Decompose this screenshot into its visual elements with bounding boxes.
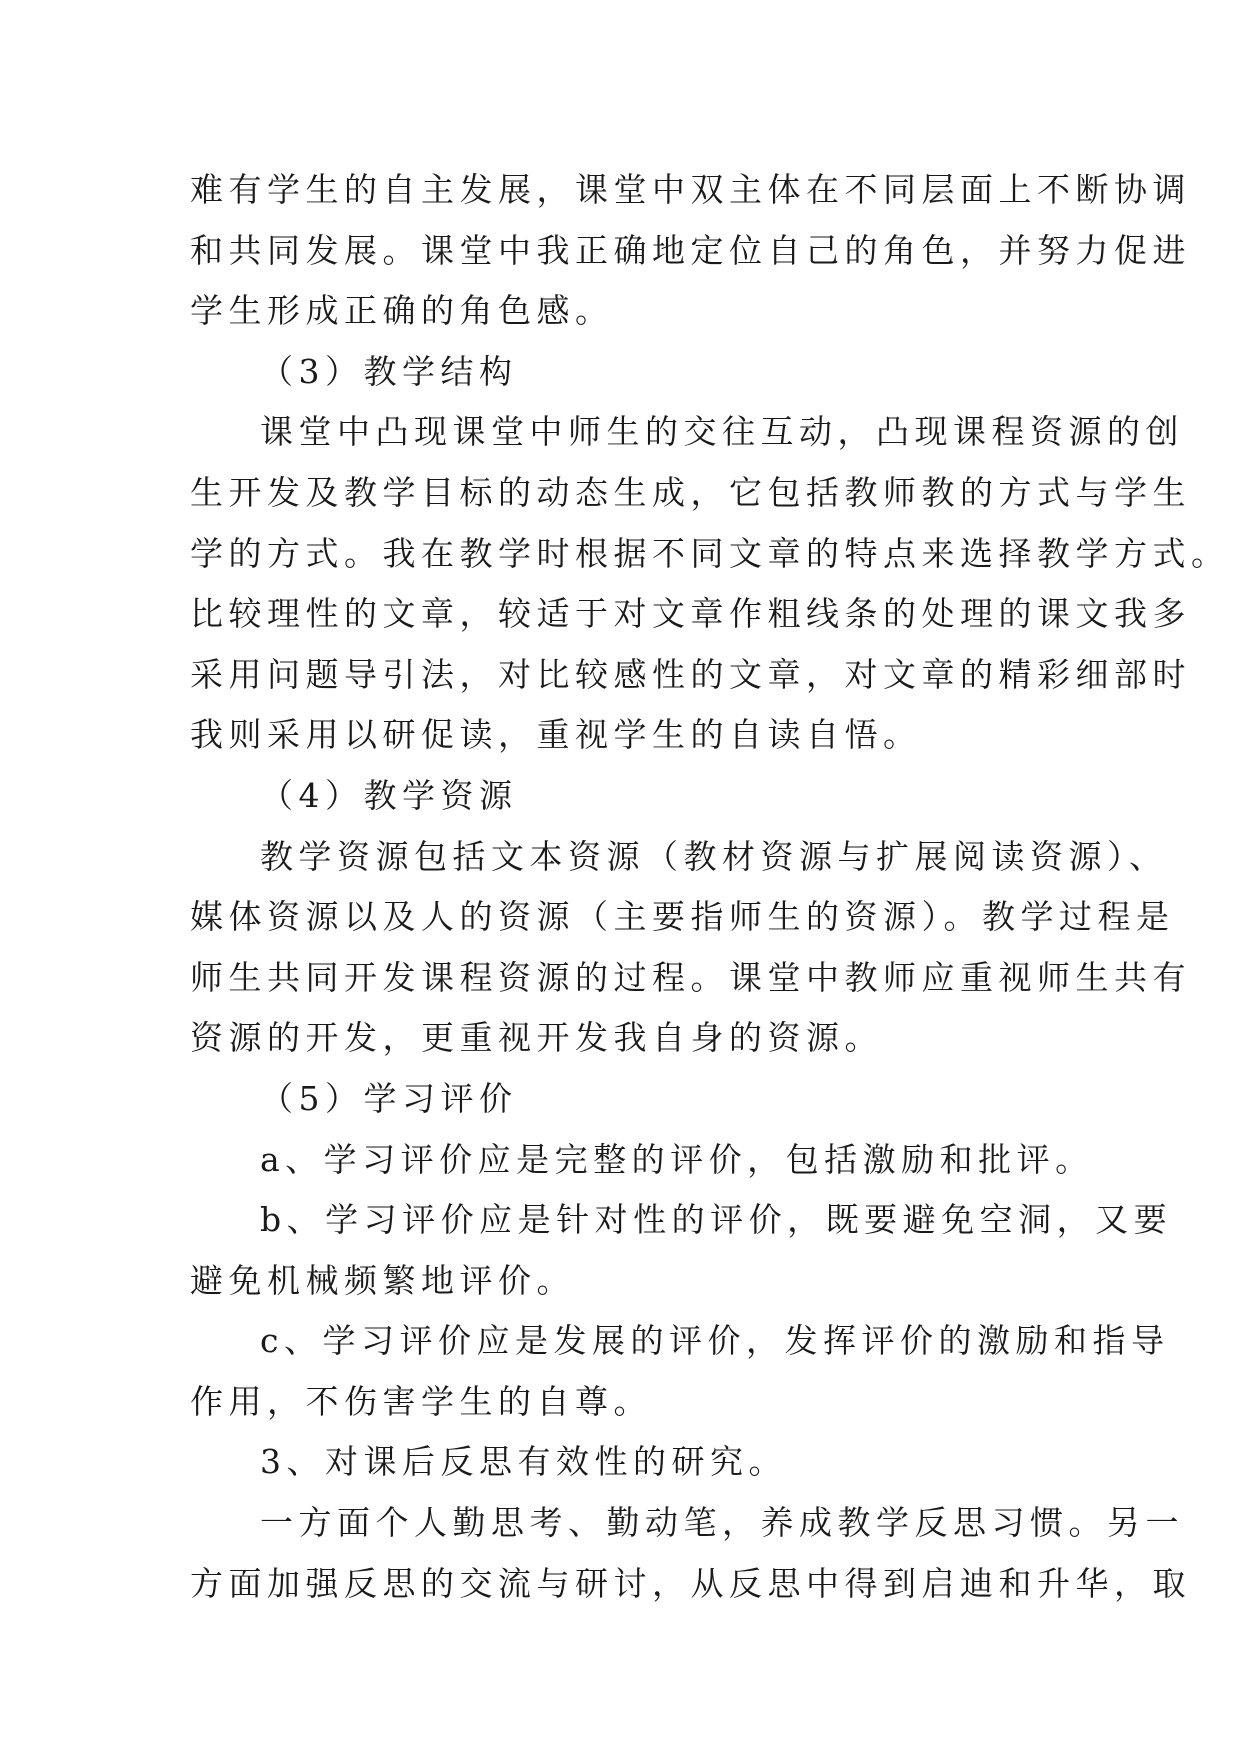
body-text: [190, 160, 1230, 1614]
text-line: 学生形成正确的角色感。: [190, 291, 614, 331]
text-line: （3）教学结构: [260, 351, 518, 391]
text-line: 一方面个人勤思考、勤动笔，养成教学反思习惯。另一: [260, 1503, 1184, 1543]
text-line: a、学习评价应是完整的评价，包括激励和批评。: [260, 1139, 1094, 1179]
text-line: 媒体资源以及人的资源（主要指师生的资源）。教学过程是: [190, 897, 1175, 937]
text-line: 避免机械频繁地评价。: [190, 1260, 575, 1300]
text-line: 方面加强反思的交流与研讨，从反思中得到启迪和升华，取: [190, 1563, 1191, 1603]
text-line: 作用，不伤害学生的自尊。: [190, 1381, 652, 1421]
text-line: 资源的开发，更重视开发我自身的资源。: [190, 1018, 883, 1058]
text-line: 比较理性的文章，较适于对文章作粗线条的处理的课文我多: [190, 594, 1191, 634]
text-line: 3、对课后反思有效性的研究。: [260, 1442, 787, 1482]
text-line: 我则采用以研促读，重视学生的自读自悟。: [190, 715, 922, 755]
text-line: 教学资源包括文本资源（教材资源与扩展阅读资源）、: [260, 836, 1168, 876]
text-line: 师生共同开发课程资源的过程。课堂中教师应重视师生共有: [190, 957, 1191, 997]
text-line: 难有学生的自主发展，课堂中双主体在不同层面上不断协调: [190, 170, 1191, 209]
text-line: b、学习评价应是针对性的评价，既要避免空洞，又要: [260, 1200, 1173, 1240]
text-line: （5）学习评价: [260, 1078, 518, 1118]
text-line: （4）教学资源: [260, 775, 518, 815]
text-line: c、学习评价应是发展的评价，发挥评价的激励和指导: [260, 1321, 1170, 1361]
text-line: 和共同发展。课堂中我正确地定位自己的角色，并努力促进: [190, 230, 1191, 270]
text-line: 课堂中凸现课堂中师生的交往互动，凸现课程资源的创: [260, 412, 1184, 452]
text-line: 生开发及教学目标的动态生成，它包括教师教的方式与学生: [190, 472, 1191, 512]
text-line: 学的方式。我在教学时根据不同文章的特点来选择教学方式。: [190, 533, 1230, 573]
text-line: 采用问题导引法，对比较感性的文章，对文章的精彩细部时: [190, 654, 1191, 694]
